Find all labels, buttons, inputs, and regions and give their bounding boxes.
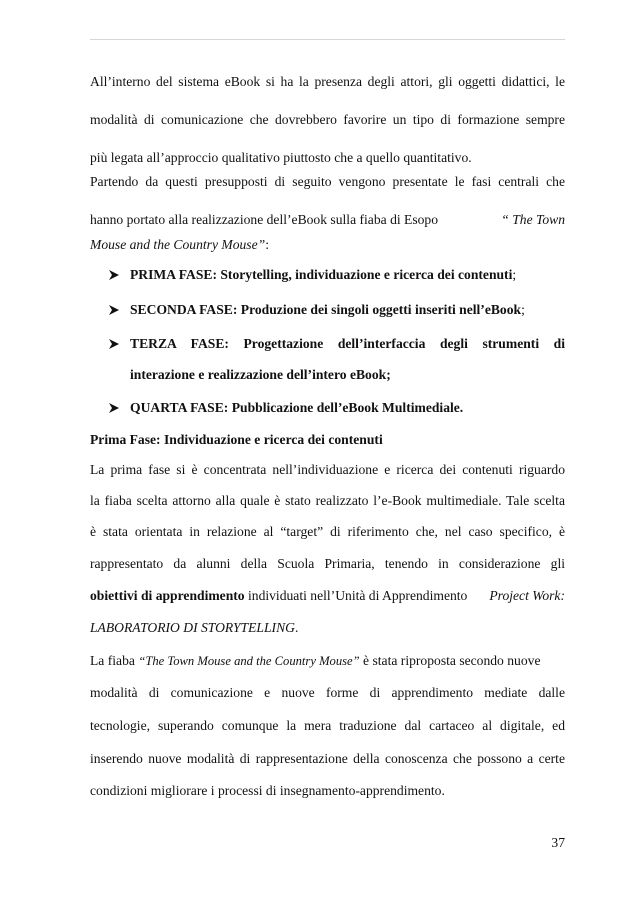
section-heading: Prima Fase: Individuazione e ricerca dei contenuti (90, 432, 383, 447)
paragraph-line (90, 236, 565, 254)
paragraph-line: tecnologie, superando comunque la mera traduzione dal cartaceo al digitale, ed (90, 718, 565, 733)
text-run-italic: LABORATORIO DI STORYTELLING (90, 620, 295, 635)
text-run: : (265, 237, 269, 252)
list-item-end: ; (512, 267, 517, 282)
list-item-label: TERZA FASE: Progettazione dell’interfaccia degli strumenti di (130, 336, 565, 351)
text-run-italic: Project Work: (489, 588, 565, 603)
list-item (108, 399, 565, 417)
paragraph-line: inserendo nuove modalità di rappresentazione della conoscenza che possono a certe (90, 751, 565, 766)
text-run: . (294, 620, 299, 635)
paragraph-line: All’interno del sistema eBook si ha la presenza degli attori, gli oggetti didattici, le (90, 74, 565, 89)
paragraph-line: rappresentato da alunni della Scuola Primaria, tenendo in considerazione gli (90, 556, 565, 571)
paragraph-line: condizioni migliorare i processi di insegnamento-apprendimento. (90, 783, 445, 798)
text-run: hanno portato alla realizzazione dell’eBook sulla fiaba di Esopo (90, 212, 439, 227)
list-item-label: PRIMA FASE: Storytelling, individuazione e ricerca dei contenuti (130, 267, 513, 282)
paragraph-line (90, 211, 565, 229)
arrow-bullet-icon (108, 399, 122, 417)
paragraph-line (90, 652, 565, 670)
list-item (108, 301, 565, 319)
paragraph-line: Partendo da questi presupposti di seguito vengono presentate le fasi centrali che (90, 174, 565, 189)
arrow-bullet-icon (108, 301, 122, 319)
header-rule (90, 39, 565, 40)
list-item-label: QUARTA FASE: Pubblicazione dell’eBook Multimediale. (130, 400, 464, 415)
arrow-bullet-icon (108, 335, 122, 353)
list-item-label: interazione e realizzazione dell’intero eBook; (130, 367, 391, 382)
paragraph-line (90, 619, 565, 637)
paragraph-line: La prima fase si è concentrata nell’individuazione e ricerca dei contenuti riguardo (90, 462, 565, 477)
paragraph-line: modalità di comunicazione che dovrebbero favorire un tipo di formazione sempre (90, 112, 565, 127)
text-run-italic: Mouse and the Country Mouse” (90, 237, 266, 252)
text-run: individuati nell’Unità di Apprendimento (244, 588, 468, 603)
paragraph-line: la fiaba scelta attorno alla quale è stato realizzato l’e-Book multimediale. Tale scelta (90, 493, 565, 508)
text-run: La fiaba (90, 653, 139, 668)
paragraph-line: modalità di comunicazione e nuove forme di apprendimento mediate dalle (90, 685, 565, 700)
text-run: è stata riproposta secondo nuove (359, 653, 541, 668)
text-run-bold: obiettivi di apprendimento (90, 588, 245, 603)
text-run-italic: “ The Town (501, 212, 565, 227)
arrow-bullet-icon (108, 266, 122, 284)
text-run-italic: “The Town Mouse and the Country Mouse” (138, 654, 360, 668)
paragraph-line: più legata all’approccio qualitativo piuttosto che a quello quantitativo. (90, 150, 472, 165)
page-number: 37 (551, 835, 565, 850)
list-item-label: SECONDA FASE: Produzione dei singoli oggetti inseriti nell’eBook (130, 302, 522, 317)
list-item-end: ; (521, 302, 525, 317)
paragraph-line (90, 587, 565, 605)
list-item (108, 266, 565, 284)
paragraph-line: è stata orientata in relazione al “target” di riferimento che, nel caso specifico, è (90, 524, 565, 539)
